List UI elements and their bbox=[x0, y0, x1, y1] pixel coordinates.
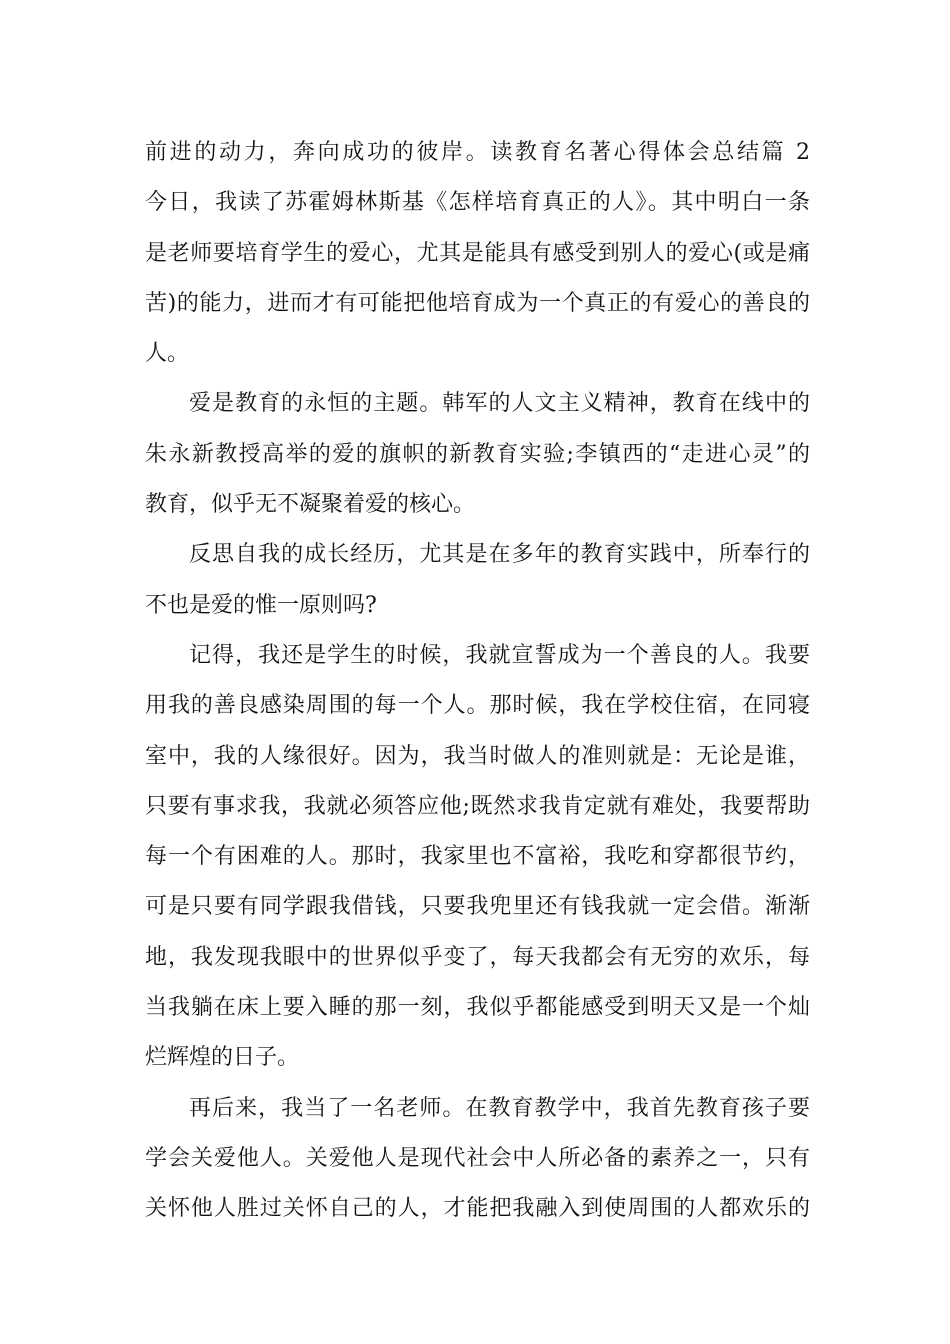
text-line: 每一个有困难的人。那时，我家里也不富裕，我吃和穿都很节约， bbox=[145, 844, 810, 870]
text-line: 苦)的能力，进而才有可能把他培育成为一个真正的有爱心的善良的 bbox=[145, 290, 810, 316]
text-line: 记得，我还是学生的时候，我就宣誓成为一个善良的人。我要 bbox=[189, 642, 810, 668]
text-line: 室中，我的人缘很好。因为，我当时做人的准则就是：无论是谁， bbox=[145, 743, 810, 769]
text-line: 再后来，我当了一名老师。在教育教学中，我首先教育孩子要 bbox=[189, 1095, 810, 1121]
text-line: 前进的动力，奔向成功的彼岸。读教育名著心得体会总结篇 2 bbox=[145, 140, 810, 165]
text-line: 今日，我读了苏霍姆林斯基《怎样培育真正的人》。其中明白一条 bbox=[145, 190, 810, 216]
text-line: 不也是爱的惟一原则吗? bbox=[145, 592, 377, 618]
text-line: 只要有事求我，我就必须答应他;既然求我肯定就有难处，我要帮助 bbox=[145, 793, 810, 819]
text-line: 人。 bbox=[145, 341, 190, 367]
body-text bbox=[145, 128, 810, 1235]
text-line: 学会关爱他人。关爱他人是现代社会中人所必备的素养之一，只有 bbox=[145, 1145, 810, 1171]
text-line: 是老师要培育学生的爱心，尤其是能具有感受到别人的爱心(或是痛 bbox=[145, 240, 810, 266]
text-line: 反思自我的成长经历，尤其是在多年的教育实践中，所奉行的 bbox=[189, 542, 810, 568]
text-line: 爱是教育的永恒的主题。韩军的人文主义精神，教育在线中的 bbox=[189, 391, 810, 417]
text-line: 用我的善良感染周围的每一个人。那时候，我在学校住宿，在同寝 bbox=[145, 693, 810, 719]
text-line: 当我躺在床上要入睡的那一刻，我似乎都能感受到明天又是一个灿 bbox=[145, 995, 810, 1021]
text-line: 关怀他人胜过关怀自己的人，才能把我融入到使周围的人都欢乐的 bbox=[145, 1196, 810, 1222]
text-line: 可是只要有同学跟我借钱，只要我兜里还有钱我就一定会借。渐渐 bbox=[145, 894, 810, 920]
text-line: 教育，似乎无不凝聚着爱的核心。 bbox=[145, 492, 476, 518]
text-line: 地，我发现我眼中的世界似乎变了，每天我都会有无穷的欢乐，每 bbox=[145, 944, 810, 970]
text-line: 烂辉煌的日子。 bbox=[145, 1045, 300, 1071]
text-line: 朱永新教授高举的爱的旗帜的新教育实验;李镇西的“走进心灵”的 bbox=[145, 441, 810, 467]
